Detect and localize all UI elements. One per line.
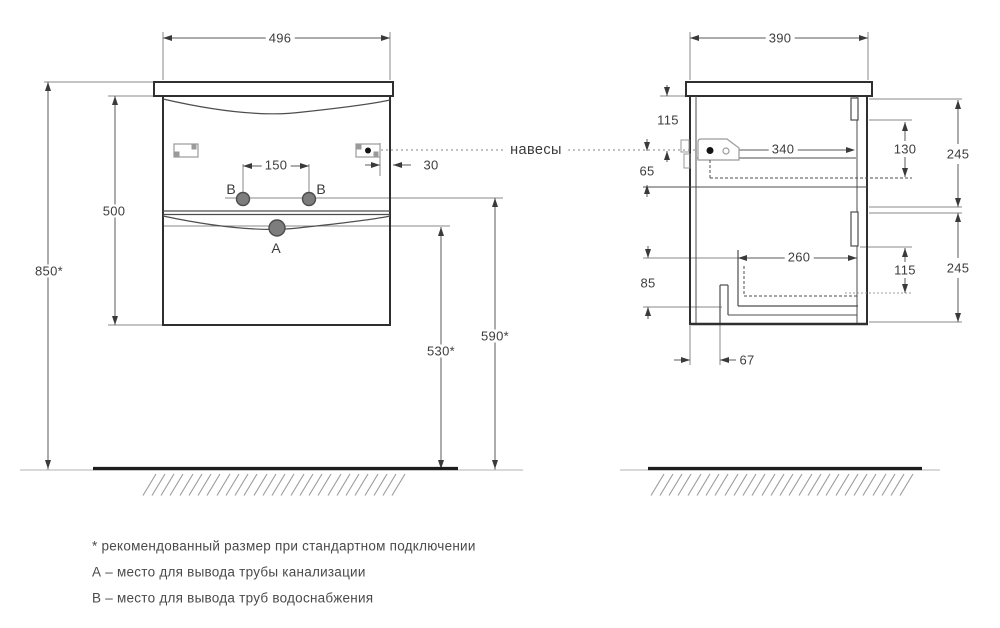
dim-arrow-left: [163, 35, 172, 41]
front-countertop: [154, 82, 393, 96]
side-hanger-mount-dot: [707, 147, 714, 154]
front-top-drawer-curve: [163, 99, 390, 114]
dim-front-cabinet-height: 500: [100, 205, 129, 218]
dim-arrow-left: [738, 255, 747, 261]
dim-arrow-down: [955, 198, 961, 207]
drawer-rail-top: [851, 98, 858, 120]
dim-arrow-right: [371, 162, 380, 168]
dim-front-hanger-offset: 30: [420, 159, 441, 172]
dim-arrow-up: [644, 185, 650, 194]
dim-arrow-up: [438, 227, 444, 236]
dim-side-bottom-drawer: 115: [891, 264, 919, 277]
dim-side-bottom-offset: 85: [637, 277, 658, 290]
dim-side-depth: 390: [766, 32, 795, 45]
label-point-a: А: [271, 240, 281, 256]
dim-arrow-down: [112, 316, 118, 325]
dim-arrow-right: [848, 255, 857, 261]
callout-hangers: навесы: [504, 143, 568, 158]
note-recommended-size: * рекомендованный размер при стандартном подключении: [92, 538, 476, 554]
side-hanger-bracket: [698, 139, 739, 160]
dim-front-water-height: 590*: [478, 330, 512, 343]
dim-arrow-left: [243, 163, 252, 169]
dim-arrow-left: [720, 357, 729, 363]
dim-side-hanger-top: 115: [654, 114, 682, 127]
dim-arrow-down: [664, 87, 670, 96]
floor-front: [20, 469, 523, 496]
drawer-rail-bottom: [851, 212, 858, 246]
side-view: [643, 32, 962, 365]
dim-arrow-down: [902, 168, 908, 177]
dim-arrow-down: [955, 313, 961, 322]
note-point-b: В – место для вывода труб водоснабжения: [92, 590, 374, 606]
dim-arrow-right: [300, 163, 309, 169]
dim-arrow-up: [645, 307, 651, 316]
dim-side-hanger-drop: 65: [636, 165, 657, 178]
dim-arrow-right: [681, 357, 690, 363]
floor-side: [620, 469, 940, 496]
dim-front-total-height: 850*: [32, 265, 66, 278]
dim-side-top-drawer: 130: [891, 143, 920, 156]
label-point-b-right: В: [316, 181, 326, 197]
point-b-left-marker: [237, 193, 250, 206]
dim-arrow-up: [664, 151, 670, 160]
dim-arrow-left: [393, 162, 402, 168]
dim-arrow-up: [45, 82, 51, 91]
dim-arrow-up: [902, 248, 908, 257]
label-point-b-left: В: [226, 181, 236, 197]
dim-side-bottom-section: 245: [944, 262, 973, 275]
dim-arrow-left: [690, 35, 699, 41]
dim-front-drain-height: 530*: [424, 345, 458, 358]
dim-arrow-right: [381, 35, 390, 41]
dim-arrow-up: [902, 122, 908, 131]
note-point-a: А – место для вывода трубы канализации: [92, 564, 366, 580]
dim-arrow-down: [645, 249, 651, 258]
dim-front-width: 496: [266, 32, 295, 45]
dim-arrow-right: [859, 35, 868, 41]
dim-side-hanger-depth: 340: [769, 143, 798, 156]
front-view: [44, 32, 707, 470]
dim-arrow-down: [45, 460, 51, 469]
dim-arrow-up: [955, 100, 961, 109]
point-a-marker: [269, 220, 285, 236]
dim-side-top-section: 245: [944, 148, 973, 161]
dim-arrow-up: [492, 198, 498, 207]
dim-arrow-right: [846, 147, 855, 153]
dim-arrow-down: [492, 460, 498, 469]
side-countertop: [686, 82, 872, 96]
dim-arrow-down: [902, 284, 908, 293]
dim-side-pipe-offset: 67: [736, 354, 757, 367]
side-hanger-hole: [723, 148, 729, 154]
dim-arrow-up: [955, 213, 961, 222]
dim-arrow-up: [112, 96, 118, 105]
dim-side-drawer-depth: 260: [785, 251, 814, 264]
hanger-mount-dot: [365, 148, 371, 154]
dim-front-holes-spacing: 150: [262, 159, 291, 172]
